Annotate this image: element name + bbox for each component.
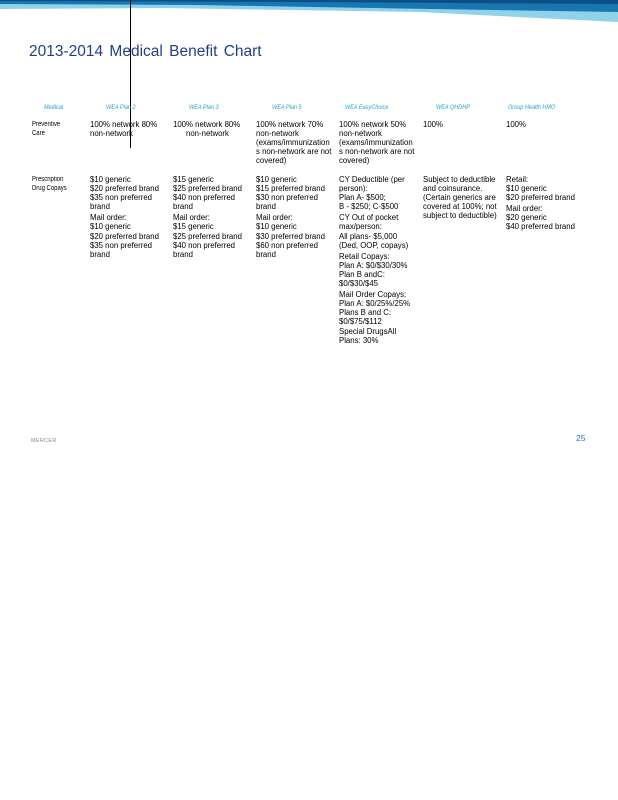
cell-line: covered at 100%; not bbox=[423, 202, 497, 212]
col-header-qhdhp: WEA QHDHP bbox=[436, 104, 470, 111]
cell-line: brand bbox=[90, 249, 110, 259]
cell-preventive-group-hmo bbox=[506, 120, 584, 129]
cell-line: $10 generic bbox=[506, 184, 547, 194]
cell-line: $35 non preferred bbox=[90, 193, 152, 203]
row-label-line: Drug Copays bbox=[32, 185, 67, 192]
cell-line: brand bbox=[173, 202, 193, 212]
cell-line: Mail order: bbox=[90, 213, 127, 223]
cell-line: covered) bbox=[256, 156, 287, 166]
col-header-plan3: WEA Plan 3 bbox=[189, 104, 219, 111]
cell-line: (exams/immunization bbox=[339, 138, 413, 148]
cell-line: Retail Copays: bbox=[339, 251, 390, 261]
cell-line: CY Deductible (per bbox=[339, 175, 405, 184]
cell-line: brand bbox=[256, 202, 276, 212]
cell-line: $40 non preferred bbox=[173, 193, 235, 203]
cell-line: $10 generic bbox=[256, 222, 297, 232]
cell-preventive-easychoice bbox=[339, 120, 417, 165]
cell-line: $15 preferred brand bbox=[256, 184, 325, 194]
cell-line: All plans- $5,000 bbox=[339, 231, 398, 241]
cell-line: $60 non preferred bbox=[256, 240, 318, 250]
cell-line: $30 preferred brand bbox=[256, 231, 325, 241]
cell-preventive-plan5 bbox=[256, 120, 334, 165]
col-header-easychoice: WEA EasyChoice bbox=[345, 104, 389, 111]
cell-line: s non-network are not bbox=[339, 147, 415, 157]
page-number: 25 bbox=[576, 433, 586, 443]
cell-line: covered) bbox=[339, 156, 370, 166]
cell-line: Plan B andC: bbox=[339, 269, 385, 279]
cell-line: $25 preferred brand bbox=[173, 184, 242, 194]
cell-line: (Ded, OOP, copays) bbox=[339, 240, 409, 250]
cell-preventive-qhdhp bbox=[423, 120, 499, 129]
cell-prescription-qhdhp bbox=[423, 175, 499, 220]
cell-line: max/person: bbox=[339, 222, 382, 232]
cell-line: 100% bbox=[423, 120, 443, 129]
cell-line: Mail order: bbox=[506, 204, 543, 214]
cell-line: Subject to deductible bbox=[423, 175, 496, 184]
cell-line: non-network bbox=[256, 129, 299, 139]
cell-line: brand bbox=[90, 202, 110, 212]
cell-line: Plan A: $0/$30/30% bbox=[339, 260, 408, 270]
cell-line: $15 generic bbox=[173, 175, 214, 184]
cell-line: Mail Order Copays: bbox=[339, 290, 407, 300]
cell-prescription-group-hmo bbox=[506, 175, 584, 232]
cell-line: 100% network 80% bbox=[173, 120, 241, 129]
cell-preventive-plan3 bbox=[173, 120, 243, 138]
cell-line: Special DrugsAll bbox=[339, 326, 397, 336]
row-label-line: Preventive bbox=[32, 121, 61, 128]
col-header-plan2: WEA Plan 2 bbox=[106, 104, 136, 111]
cell-line: $0/$75/$112 bbox=[339, 317, 382, 327]
cell-prescription-plan2 bbox=[90, 175, 162, 259]
cell-line: $35 non preferred bbox=[90, 240, 152, 250]
cell-line: 100% bbox=[506, 120, 526, 129]
cell-line: $25 preferred brand bbox=[173, 231, 242, 241]
cell-line: $30 non preferred bbox=[256, 193, 318, 203]
cell-line: (exams/immunization bbox=[256, 138, 330, 148]
cell-line: CY Out of pocket bbox=[339, 213, 399, 223]
cell-line: Plan A- $500; bbox=[339, 193, 386, 203]
cell-line: $20 generic bbox=[506, 213, 547, 223]
cell-line: $10 generic bbox=[90, 175, 131, 184]
cell-line: non-network bbox=[90, 129, 133, 139]
cell-line: brand bbox=[173, 249, 193, 259]
cell-line: and coinsurance. bbox=[423, 184, 483, 194]
row-label-line: Care bbox=[32, 130, 45, 137]
row-label-prescription bbox=[32, 175, 67, 193]
cell-line: s non-network are not bbox=[256, 147, 332, 157]
cell-line: $20 preferred brand bbox=[90, 184, 159, 194]
cell-line: $10 generic bbox=[256, 175, 297, 184]
col-header-medical: Medical bbox=[44, 104, 64, 111]
cell-line: Plans: 30% bbox=[339, 335, 379, 345]
cell-line: Mail order: bbox=[256, 213, 293, 223]
row-label-line: Prescription bbox=[32, 176, 64, 183]
mercer-logo: MERCER bbox=[31, 438, 57, 444]
cell-line: subject to deductible) bbox=[423, 211, 497, 221]
cell-line: person): bbox=[339, 184, 368, 194]
cell-line: Plans B and C: bbox=[339, 308, 392, 318]
col-header-plan5: WEA Plan 5 bbox=[272, 104, 302, 111]
cell-line: non-network bbox=[186, 129, 229, 139]
cell-line: B - $250; C-$500 bbox=[339, 202, 399, 212]
col-header-group-hmo: Group Health HMO bbox=[508, 104, 556, 111]
row-label-preventive bbox=[32, 120, 60, 138]
cell-line: $0/$30/$45 bbox=[339, 279, 379, 289]
cell-prescription-easychoice bbox=[339, 175, 417, 345]
header-banner bbox=[0, 0, 618, 24]
cell-line: Plan A: $0/25%/25% bbox=[339, 299, 411, 309]
cell-line: 100% network 50% bbox=[339, 120, 407, 129]
cell-line: 100% network 80% bbox=[90, 120, 158, 129]
cell-line: brand bbox=[256, 249, 276, 259]
cell-line: $15 generic bbox=[173, 222, 214, 232]
cell-line: non-network bbox=[339, 129, 382, 139]
cell-prescription-plan5 bbox=[256, 175, 330, 259]
cell-line: $20 preferred brand bbox=[506, 193, 575, 203]
cell-preventive-plan2 bbox=[90, 120, 160, 138]
cell-line: $40 preferred brand bbox=[506, 222, 575, 232]
cell-line: 100% network 70% bbox=[256, 120, 324, 129]
cell-line: Mail order: bbox=[173, 213, 210, 223]
cell-line: $10 generic bbox=[90, 222, 131, 232]
cell-line: (Certain generics are bbox=[423, 193, 496, 203]
cell-line: $40 non preferred bbox=[173, 240, 235, 250]
cell-line: $20 preferred brand bbox=[90, 231, 159, 241]
page-title: 2013-2014 Medical Benefit Chart bbox=[29, 43, 262, 60]
cell-line: Retail: bbox=[506, 175, 529, 184]
cell-prescription-plan3 bbox=[173, 175, 245, 259]
